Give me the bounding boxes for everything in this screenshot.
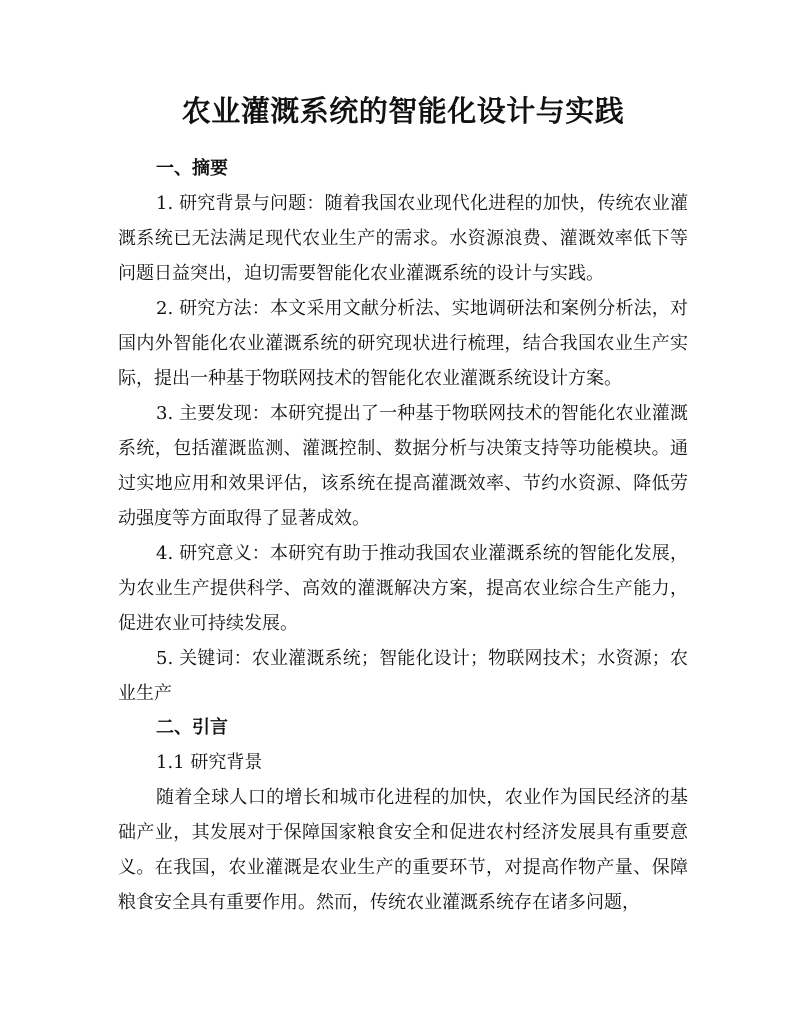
subsection-heading-background: 1.1 研究背景 <box>156 752 263 773</box>
abstract-paragraph-methods: 2. 研究方法：本文采用文献分析法、实地调研法和案例分析法，对国内外智能化农业灌溉系统的研究现状进行梳理，结合我国农业生产实际，提出一种基于物联网技术的智能化农业灌溉系统设计方案。 <box>118 298 688 389</box>
section-heading-introduction: 二、引言 <box>156 717 228 738</box>
abstract-paragraph-findings: 3. 主要发现：本研究提出了一种基于物联网技术的智能化农业灌溉系统，包括灌溉监测、灌溉控制、数据分析与决策支持等功能模块。通过实地应用和效果评估，该系统在提高灌溉效率、节约水资源、降低劳动强度等方面取得了显著成效。 <box>118 403 688 529</box>
abstract-paragraph-keywords: 5. 关键词：农业灌溉系统；智能化设计；物联网技术；水资源；农业生产 <box>118 648 688 704</box>
abstract-paragraph-significance: 4. 研究意义：本研究有助于推动我国农业灌溉系统的智能化发展，为农业生产提供科学、高效的灌溉解决方案，提高农业综合生产能力，促进农业可持续发展。 <box>118 543 688 634</box>
section-heading-abstract: 一、摘要 <box>156 158 228 179</box>
introduction-paragraph: 随着全球人口的增长和城市化进程的加快，农业作为国民经济的基础产业，其发展对于保障国家粮食安全和促进农村经济发展具有重要意义。在我国，农业灌溉是农业生产的重要环节，对提高作物产量、保障粮食安全具有重要作用。然而，传统农业灌溉系统存在诸多问题， <box>118 787 688 913</box>
abstract-paragraph-background: 1. 研究背景与问题：随着我国农业现代化进程的加快，传统农业灌溉系统已无法满足现代农业生产的需求。水资源浪费、灌溉效率低下等问题日益突出，迫切需要智能化农业灌溉系统的设计与实践。 <box>118 193 688 284</box>
document-title: 农业灌溉系统的智能化设计与实践 <box>181 94 625 128</box>
